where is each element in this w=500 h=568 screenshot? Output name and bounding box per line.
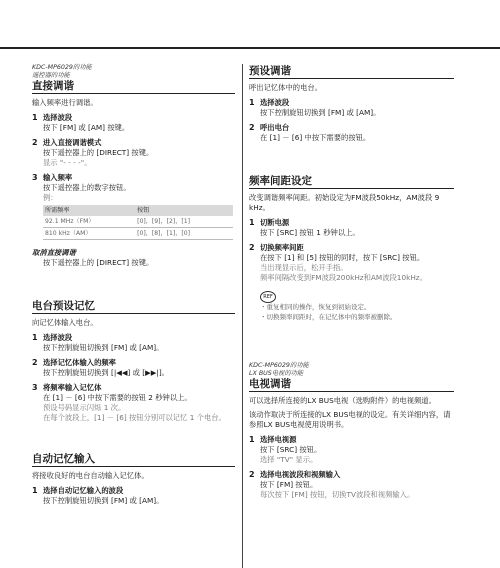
section-intro: 输入频率进行调谐。 (32, 98, 98, 107)
left-column (32, 64, 235, 506)
step-title: 选择波段 (43, 113, 73, 122)
step-body: 按下 [SRC] 按钮 1 秒钟以上。 (260, 228, 360, 237)
table-header: 按钮 (135, 205, 233, 216)
section-rule (249, 391, 454, 392)
running-header-1: KDC-MP6029的功能 (32, 64, 92, 71)
step-3 (32, 383, 235, 423)
table-cell: 810 kHz（AM） (43, 228, 135, 240)
step-1 (32, 486, 235, 506)
step-number: 2 (32, 358, 38, 367)
section-intro-2: 该动作取决于所连接的LX BUS电视的设定。有关详细内容，请参照LX BUS电视使用说明书。 (249, 410, 451, 429)
step-note: 频率间隔改变到FM波段200kHz和AM波段10kHz。 (260, 273, 427, 282)
running-header-2: LX BUS电视的功能 (249, 369, 304, 377)
reference-icon: REF (260, 291, 276, 303)
section-intro: 可以选择所连接的LX BUS电视（选购附件）的电视频道。 (249, 396, 436, 405)
step-title: 切换频率间距 (260, 243, 304, 252)
section-tv (249, 362, 454, 500)
step-note: 在每个波段上，[1] － [6] 按钮分别可以记忆 1 个电台。 (43, 413, 226, 422)
step-body: 按下遥控器上的数字按钮。 (43, 183, 131, 192)
table-row (43, 216, 233, 228)
step-body: 按下控制旋钮切换到 [FM] 或 [AM]。 (43, 343, 164, 352)
step-number: 2 (249, 243, 255, 252)
step-title: 选择电视波段和视频输入 (260, 470, 341, 479)
step-number: 1 (249, 435, 255, 444)
section-rule (32, 313, 235, 314)
top-rule (0, 47, 500, 49)
right-column (249, 64, 454, 500)
step-body: 在按下 [1] 和 [5] 按钮的同时，按下 [SRC] 按钮。 (260, 253, 425, 262)
step-note: 例： (43, 193, 58, 202)
step-body: 按下 [FM] 或 [AM] 按键。 (43, 123, 130, 132)
step-note: 预设号码显示闪烁 1 次。 (43, 403, 126, 412)
step-title: 选择波段 (260, 98, 290, 107)
section-preset-memory (32, 300, 235, 423)
section-intro: 呼出记忆体中的电台。 (249, 83, 322, 92)
cancel-title: 取消直接调谐 (32, 248, 76, 257)
step-1 (249, 218, 454, 238)
section-intro: 向记忆体输入电台。 (32, 318, 98, 327)
step-body: 按下 [FM] 按钮。 (260, 480, 318, 489)
note-line: ・重复相同的操作，恢复到初始设定。 (260, 303, 371, 311)
column-divider (242, 64, 243, 568)
step-title: 将频率输入记忆体 (43, 383, 102, 392)
step-number: 2 (32, 138, 38, 147)
cancel-body: 按下遥控器上的 [DIRECT] 按键。 (43, 258, 154, 267)
step-title: 进入直接调谐模式 (43, 138, 102, 147)
step-note: 每次按下 [FM] 按钮，切换TV波段和视频输入。 (260, 490, 415, 499)
step-title: 呼出电台 (260, 123, 290, 132)
section-rule (32, 466, 235, 467)
step-2 (32, 358, 235, 378)
step-number: 1 (32, 486, 38, 495)
step-note: 显示 "- - - -"。 (43, 158, 92, 167)
step-body: 按下控制旋钮切换到 [FM] 或 [AM]。 (260, 108, 381, 117)
step-title: 选择波段 (43, 333, 73, 342)
step-number: 3 (32, 173, 38, 182)
section-title: 电视调谐 (249, 378, 291, 390)
step-body: 在 [1] － [6] 中按下需要的按钮 2 秒钟以上。 (43, 393, 192, 402)
step-1 (249, 98, 454, 118)
table-row (43, 228, 233, 240)
step-title: 选择电视源 (260, 435, 297, 444)
step-3 (32, 173, 235, 203)
step-note: 选择 "TV" 显示。 (260, 455, 318, 464)
step-2 (249, 470, 454, 500)
step-1 (32, 333, 235, 353)
section-rule (249, 188, 454, 189)
section-title: 预设调谐 (249, 65, 291, 77)
step-1 (32, 113, 235, 133)
step-number: 1 (32, 333, 38, 342)
note-line: ・切换频率间距时，在记忆体中的频率被删除。 (260, 312, 397, 321)
step-number: 1 (249, 218, 255, 227)
running-header-1: KDC-MP6029的功能 (249, 362, 309, 369)
step-2 (249, 243, 454, 283)
step-number: 3 (32, 383, 38, 392)
step-2 (32, 138, 235, 168)
step-body: 按下控制旋钮切换到 [FM] 或 [AM]。 (43, 496, 164, 505)
step-body: 按下遥控器上的 [DIRECT] 按键。 (43, 148, 154, 157)
step-body: 在 [1] － [6] 中按下需要的按钮。 (260, 133, 371, 142)
step-title: 选择记忆体输入的频率 (43, 358, 116, 367)
section-preset-tuning (249, 65, 454, 143)
step-number: 2 (249, 123, 255, 132)
section-auto-memory (32, 453, 235, 506)
section-rule (32, 93, 235, 94)
section-intro: 改变调谐频率间距。初始设定为FM波段50kHz，AM波段 9 kHz。 (249, 193, 440, 212)
step-1 (249, 435, 454, 465)
step-title: 选择自动记忆输入的波段 (43, 486, 124, 495)
example-table (43, 205, 233, 240)
step-number: 1 (32, 113, 38, 122)
step-body: 按下 [SRC] 按钮。 (260, 445, 322, 454)
step-number: 1 (249, 98, 255, 107)
table-cell: [0]，[8]，[1]，[0] (135, 228, 233, 240)
section-title: 直接调谐 (32, 80, 74, 92)
section-frequency-step (249, 175, 454, 322)
section-direct-tuning (32, 80, 235, 268)
section-title: 频率间距设定 (249, 175, 312, 187)
table-cell: 92.1 MHz（FM） (43, 216, 135, 228)
section-rule (249, 78, 454, 79)
table-header: 所需频率 (43, 205, 135, 216)
section-intro: 将接收良好的电台自动输入记忆体。 (32, 471, 149, 480)
step-title: 切断电源 (260, 218, 290, 227)
step-number: 2 (249, 470, 255, 479)
step-2 (249, 123, 454, 143)
section-title: 电台预设记忆 (32, 300, 95, 312)
step-title: 输入频率 (43, 173, 73, 182)
step-body: 按下控制旋钮切换到 [|◀◀] 或 [▶▶|]。 (43, 368, 169, 377)
step-note: 当出现显示后，松开手指。 (260, 263, 348, 272)
section-title: 自动记忆输入 (32, 453, 95, 465)
table-cell: [0]，[9]，[2]，[1] (135, 216, 233, 228)
running-header-2: 遥控器的功能 (32, 71, 70, 79)
